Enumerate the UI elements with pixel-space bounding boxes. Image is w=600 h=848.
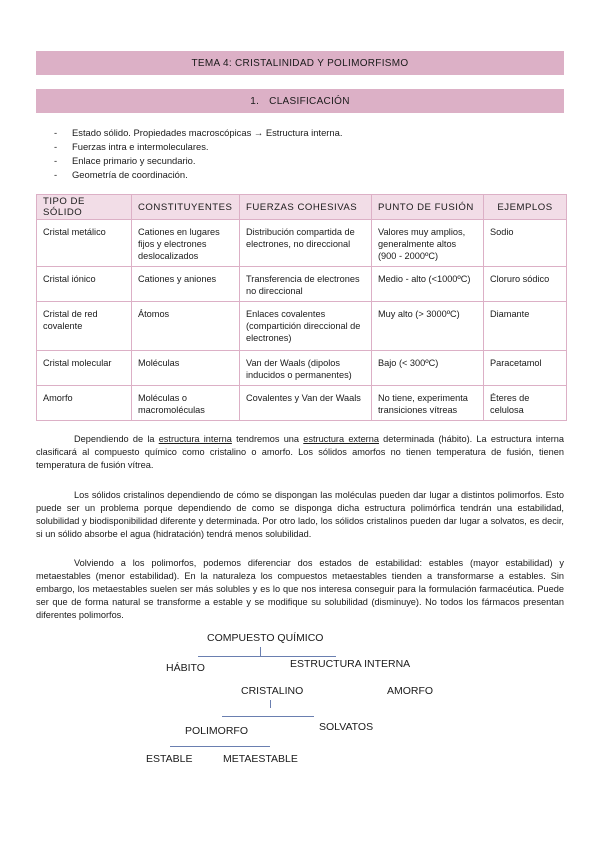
table-cell: Cristal metálico [37, 220, 132, 267]
table-cell: Bajo (< 300ºC) [372, 351, 484, 386]
column-header: TIPO DE SÓLIDO [37, 195, 132, 220]
node-estable: ESTABLE [146, 753, 193, 765]
bullet-item: - Enlace primario y secundario. [50, 154, 342, 168]
column-header: EJEMPLOS [484, 195, 567, 220]
table-row [37, 267, 567, 302]
underlined-term: estructura externa [303, 434, 379, 444]
paragraph-estructura [36, 433, 564, 472]
paragraph-text: Los sólidos cristalinos dependiendo de cómo se dispongan las moléculas pueden dar lugar a distintos polimorfos. Esto puede ser un problema porque dependiendo de como se disponga dicha estructura polimórfica tendrán una estabilidad, solubilidad y biodisponibilidad diferente y determinada. Por otro lado, los sólidos cristalinos pueden dar lugar a solvatos, es decir, si un sólido absorbe el agua (hidratación) tendrá menos solubilidad. [36, 490, 564, 539]
section-heading [36, 89, 564, 113]
table-cell: Valores muy amplios, generalmente altos (900 - 2000ºC) [372, 220, 484, 267]
connector-line [222, 716, 314, 717]
bullet-item: - Fuerzas intra e intermoleculares. [50, 140, 342, 154]
title-bar [36, 51, 564, 75]
table-cell: Cristal iónico [37, 267, 132, 302]
table-cell: Cationes en lugares fijos y electrones deslocalizados [132, 220, 240, 267]
table-cell: Sodio [484, 220, 567, 267]
node-habito: HÁBITO [166, 662, 205, 674]
section-title: CLASIFICACIÓN [269, 95, 350, 107]
table-row [37, 302, 567, 351]
table-cell: Muy alto (> 3000ºC) [372, 302, 484, 351]
table-cell: No tiene, experimenta transiciones vítreas [372, 386, 484, 421]
table-cell: Moléculas o macromoléculas [132, 386, 240, 421]
connector-line [270, 700, 271, 708]
solids-table [36, 194, 567, 421]
connector-line [198, 656, 336, 657]
table-header-row [37, 195, 567, 220]
table-cell: Paracetamol [484, 351, 567, 386]
section-number: 1. [250, 95, 260, 107]
node-polimorfo: POLIMORFO [185, 725, 249, 737]
node-compuesto: COMPUESTO QUÍMICO [207, 632, 324, 644]
table-cell: Enlaces covalentes (compartición direccional de electrones) [240, 302, 372, 351]
table-row [37, 220, 567, 267]
underlined-term: estructura interna [158, 434, 232, 444]
table-cell: Covalentes y Van der Waals [240, 386, 372, 421]
table-cell: Cristal molecular [37, 351, 132, 386]
bullet-list [50, 126, 342, 182]
table-row [37, 351, 567, 386]
table-row [37, 386, 567, 421]
table-cell: Van der Waals (dipolos inducidos o permanentes) [240, 351, 372, 386]
table-cell: Átomos [132, 302, 240, 351]
node-amorfo: AMORFO [387, 685, 434, 697]
table-cell: Medio - alto (<1000ºC) [372, 267, 484, 302]
bullet-item: - Geometría de coordinación. [50, 168, 342, 182]
column-header: FUERZAS COHESIVAS [240, 195, 372, 220]
page-title: TEMA 4: CRISTALINIDAD Y POLIMORFISMO [191, 57, 409, 69]
table-cell: Éteres de celulosa [484, 386, 567, 421]
table-cell: Amorfo [37, 386, 132, 421]
node-metaestable: METAESTABLE [223, 753, 298, 765]
paragraph-polimorfos [36, 489, 564, 541]
node-estructura-interna: ESTRUCTURA INTERNA [290, 658, 411, 670]
paragraph-text: Volviendo a los polimorfos, podemos diferenciar dos estados de estabilidad: estables (mayor estabilidad) y metaestables (menor estabilidad). En la naturaleza los compuestos metaestables tienden a transformarse a estables. Sin embargo, los metaestables suelen ser más solubles y es lo que nos interesa conseguir para la formulación farmacéutica. Puede ser que de forma natural se transforme a estable y se modifique su solubilidad (disminuye). No todos los fármacos presentan diferentes polimorfos. [36, 558, 564, 620]
table-cell: Transferencia de electrones no direccional [240, 267, 372, 302]
table-cell: Cristal de red covalente [37, 302, 132, 351]
column-header: CONSTITUYENTES [132, 195, 240, 220]
bullet-item: - Estado sólido. Propiedades macroscópicas → Estructura interna. [50, 126, 342, 140]
paragraph-text: determinada (hábito). La estructura interna clasificará al compuesto químico como cristalino o amorfo. Los sólidos amorfos no tienen temperatura de fusión, tienen temperatura de fusión vítrea. [36, 434, 564, 470]
node-solvatos: SOLVATOS [319, 721, 374, 733]
column-header: PUNTO DE FUSIÓN [372, 195, 484, 220]
node-cristalino: CRISTALINO [241, 685, 304, 697]
paragraph-estabilidad [36, 557, 564, 622]
table-cell: Diamante [484, 302, 567, 351]
table-cell: Cationes y aniones [132, 267, 240, 302]
paragraph-text: Dependiendo de la [74, 434, 159, 444]
table-cell: Moléculas [132, 351, 240, 386]
table-cell: Distribución compartida de electrones, no direccional [240, 220, 372, 267]
connector-line [170, 746, 270, 747]
table-cell: Cloruro sódico [484, 267, 567, 302]
paragraph-text: tendremos una [231, 434, 304, 444]
